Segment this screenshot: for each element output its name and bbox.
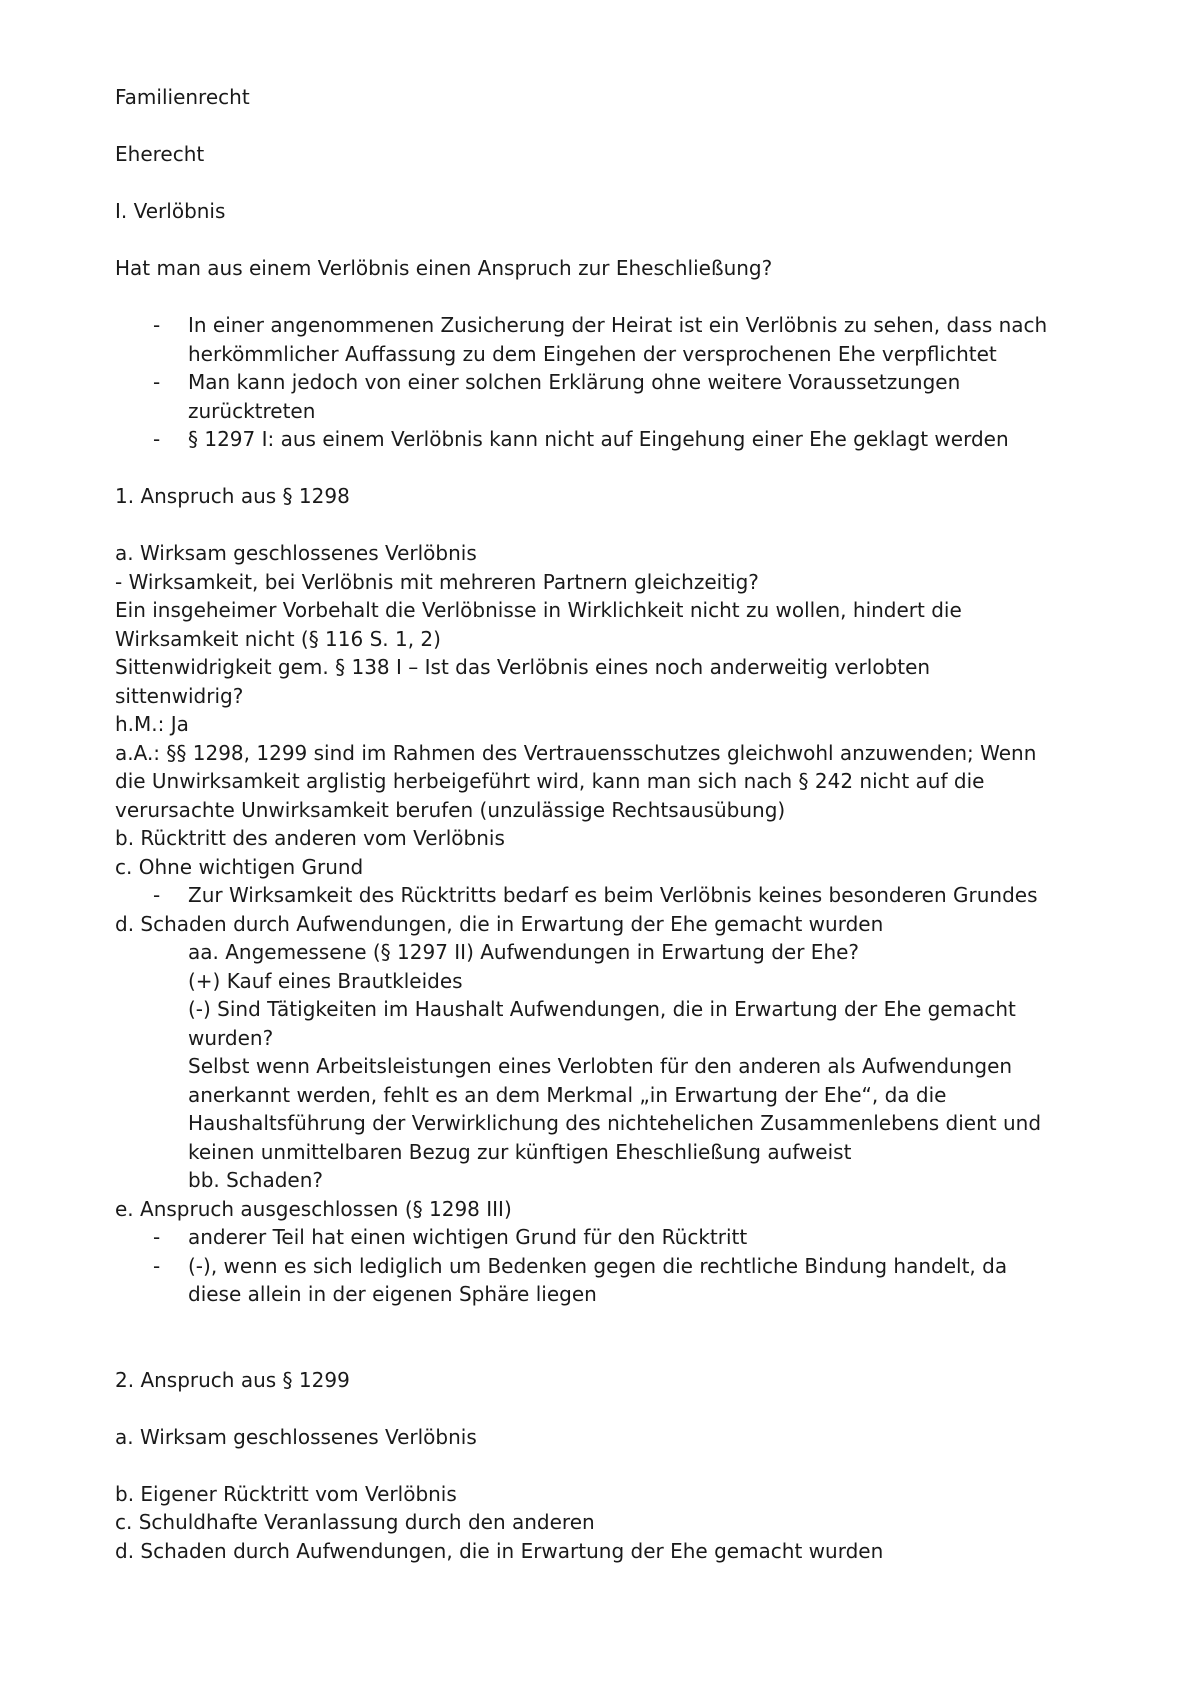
claim2-c-heading: c. Schuldhafte Veranlassung durch den anderen [115, 1510, 595, 1534]
paragraph-line: Wirksamkeit nicht (§ 116 S. 1, 2) [115, 626, 441, 651]
claim1-a-text [115, 568, 1115, 825]
list-item [115, 881, 1115, 910]
claim2-a-heading: a. Wirksam geschlossenes Verlöbnis [115, 1424, 477, 1449]
bullet-dash: - [153, 1253, 161, 1278]
list-item [115, 368, 1115, 425]
claim1-b-heading: b. Rücktritt des anderen vom Verlöbnis [115, 826, 505, 850]
intro-bullet-list [115, 311, 1115, 454]
paragraph-line: bb. Schaden? [188, 1168, 324, 1192]
paragraph-line: Sittenwidrigkeit gem. § 138 I – Ist das Verlöbnis eines noch anderweitig verlobten [115, 655, 931, 679]
section-heading: I. Verlöbnis [115, 199, 226, 223]
document-subtitle: Eherecht [115, 142, 205, 166]
list-item [115, 1223, 1115, 1252]
bullet-text-line: zurücktreten [188, 398, 316, 423]
claim1-e-heading: e. Anspruch ausgeschlossen (§ 1298 III) [115, 1196, 512, 1221]
list-item [115, 425, 1115, 454]
paragraph-line: Selbst wenn Arbeitsleistungen eines Verlobten für den anderen als Aufwendungen [188, 1054, 1013, 1078]
bullet-text-line: herkömmlicher Auffassung zu dem Eingehen der versprochenen Ehe verpflichtet [188, 341, 997, 366]
bullet-text-line: Man kann jedoch von einer solchen Erklärung ohne weitere Voraussetzungen [188, 370, 961, 394]
claim1-d-text [115, 938, 1115, 1195]
claim1-c-heading: c. Ohne wichtigen Grund [115, 854, 364, 879]
paragraph-line: h.M.: Ja [115, 712, 189, 736]
paragraph-line: a.A.: §§ 1298, 1299 sind im Rahmen des Vertrauensschutzes gleichwohl anzuwenden; Wenn [115, 740, 1037, 765]
bullet-text-line: (-), wenn es sich lediglich um Bedenken gegen die rechtliche Bindung handelt, da [188, 1253, 1008, 1278]
paragraph-line: anerkannt werden, fehlt es an dem Merkmal „in Erwartung der Ehe“, da die [188, 1082, 947, 1107]
list-item [115, 1252, 1115, 1309]
document-title: Familienrecht [115, 85, 250, 109]
bullet-dash: - [153, 370, 161, 394]
claim1-heading: 1. Anspruch aus § 1298 [115, 484, 350, 508]
paragraph-line: (-) Sind Tätigkeiten im Haushalt Aufwendungen, die in Erwartung der Ehe gemacht [188, 997, 1016, 1021]
claim2-heading: 2. Anspruch aus § 1299 [115, 1367, 350, 1392]
question-line: Hat man aus einem Verlöbnis einen Anspruch zur Eheschließung? [115, 256, 773, 280]
claim1-d-heading: d. Schaden durch Aufwendungen, die in Erwartung der Ehe gemacht wurden [115, 911, 884, 936]
bullet-text-line: diese allein in der eigenen Sphäre liegen [188, 1282, 597, 1306]
bullet-text-line: § 1297 I: aus einem Verlöbnis kann nicht auf Eingehung einer Ehe geklagt werden [188, 427, 1009, 451]
claim2-d-heading: d. Schaden durch Aufwendungen, die in Erwartung der Ehe gemacht wurden [115, 1538, 884, 1563]
paragraph-line: keinen unmittelbaren Bezug zur künftigen Eheschließung aufweist [188, 1139, 852, 1164]
paragraph-line: - Wirksamkeit, bei Verlöbnis mit mehreren Partnern gleichzeitig? [115, 569, 759, 594]
paragraph-line: sittenwidrig? [115, 683, 244, 708]
paragraph-line: aa. Angemessene (§ 1297 II) Aufwendungen in Erwartung der Ehe? [188, 940, 860, 964]
paragraph-line: (+) Kauf eines Brautkleides [188, 968, 463, 993]
bullet-dash: - [153, 1225, 161, 1249]
paragraph-line: verursachte Unwirksamkeit berufen (unzulässige Rechtsausübung) [115, 797, 786, 822]
list-item [115, 311, 1115, 368]
claim2-b-heading: b. Eigener Rücktritt vom Verlöbnis [115, 1481, 457, 1506]
bullet-text-line: Zur Wirksamkeit des Rücktritts bedarf es beim Verlöbnis keines besonderen Grundes [188, 883, 1038, 907]
paragraph-line: die Unwirksamkeit arglistig herbeigeführt wird, kann man sich nach § 242 nicht auf die [115, 769, 985, 793]
bullet-text-line: In einer angenommenen Zusicherung der Heirat ist ein Verlöbnis zu sehen, dass nach [188, 313, 1048, 337]
bullet-dash: - [153, 427, 161, 451]
claim1-a-heading: a. Wirksam geschlossenes Verlöbnis [115, 541, 477, 565]
paragraph-line: Ein insgeheimer Vorbehalt die Verlöbnisse in Wirklichkeit nicht zu wollen, hindert die [115, 598, 962, 622]
bullet-text-line: anderer Teil hat einen wichtigen Grund für den Rücktritt [188, 1225, 748, 1249]
bullet-dash: - [153, 313, 161, 337]
bullet-dash: - [153, 883, 161, 907]
claim1-e-bullet-list [115, 1223, 1115, 1309]
paragraph-line: wurden? [188, 1025, 274, 1050]
paragraph-line: Haushaltsführung der Verwirklichung des nichtehelichen Zusammenlebens dient und [188, 1111, 1042, 1135]
document-body [115, 83, 1115, 1565]
